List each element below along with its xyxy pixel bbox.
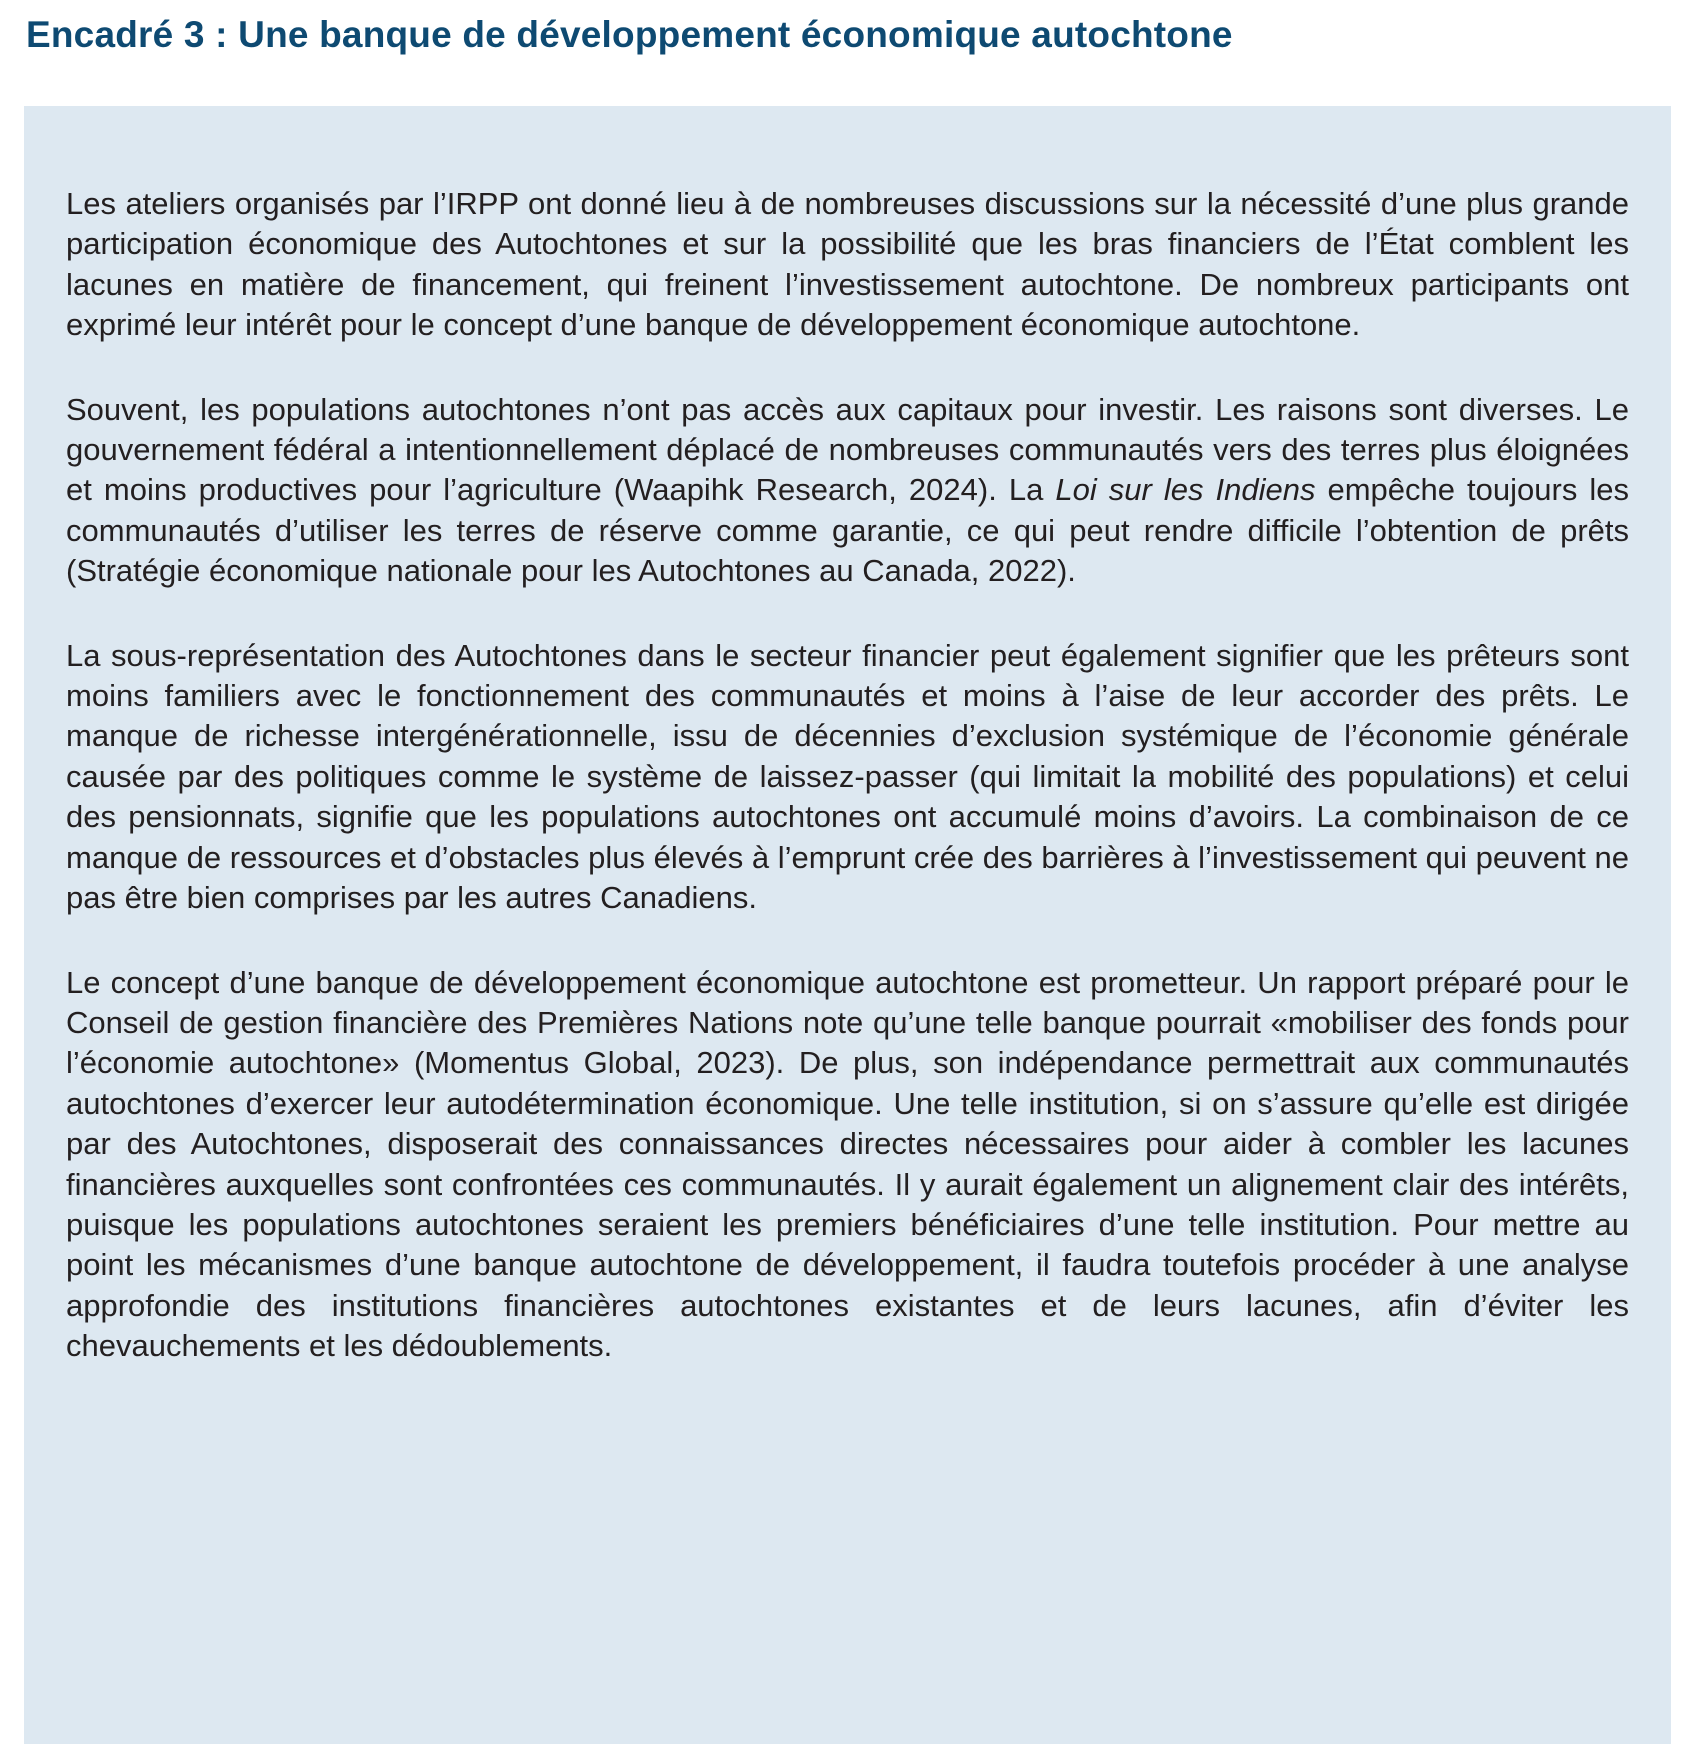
paragraph-2 [66, 390, 1629, 592]
paragraph-3: La sous-représentation des Autochtones dans le secteur financier peut également signifier que les prêteurs sont moins familiers avec le fonctionnement des communautés et moins à l’aise de leur accorder des prêts. Le manque de richesse intergénérationnelle, issu de décennies d’exclusion systémique de l’économie générale causée par des politiques comme le système de laissez-passer (qui limitait la mobilité des populations) et celui des pensionnats, signifie que les populations autochtones ont accumulé moins d’avoirs. La combinaison de ce manque de ressources et d’obstacles plus élevés à l’emprunt crée des barrières à l’investissement qui peuvent ne pas être bien comprises par les autres Canadiens. [66, 637, 1629, 916]
paragraph-2-text-start: Souvent, les populations autochtones n’ont pas accès aux capitaux pour investir. Les raisons sont diverses. Le gouvernement fédéral a intentionnellement déplacé de nombreuses communautés vers des terres plus éloignées et moins productives pour l’agriculture (Waapihk Research, 2024). La [66, 391, 1629, 508]
paragraph-1: Les ateliers organisés par l’IRPP ont donné lieu à de nombreuses discussions sur la nécessité d’une plus grande participation économique des Autochtones et sur la possibilité que les bras financiers de l’État comblent les lacunes en matière de financement, qui freinent l’investissement autochtone. De nombreux participants ont exprimé leur intérêt pour le concept d’une banque de développement économique autochtone. [66, 186, 1629, 343]
paragraph-2-text-end: empêche toujours les communautés d’utiliser les terres de réserve comme garantie, ce qui peut rendre difficile l’obtention de prêts (Stratégie économique nationale pour les Autochtones au Canada, 2022). [66, 472, 1629, 589]
law-title-italic: Loi sur les Indiens [1055, 472, 1316, 508]
paragraph-4: Le concept d’une banque de développement économique autochtone est prometteur. Un rapport préparé pour le Conseil de gestion financière des Premières Nations note qu’une telle banque pourrait «mobiliser des fonds pour l’économie autochtone» (Momentus Global, 2023). De plus, son indépendance permettrait aux communautés autochtones d’exercer leur autodétermination économique. Une telle institution, si on s’assure qu’elle est dirigée par des Autochtones, disposerait des connaissances directes nécessaires pour aider à combler les lacunes financières auxquelles sont confrontées ces communautés. Il y aurait également un alignement clair des intérêts, puisque les populations autochtones seraient les premiers bénéficiaires d’une telle institution. Pour mettre au point les mécanismes d’une banque autochtone de développement, il faudra toutefois procéder à une analyse approfondie des institutions financières autochtones existantes et de leurs lacunes, afin d’éviter les chevauchements et les dédoublements. [66, 964, 1629, 1364]
page-title: Encadré 3 : Une banque de développement économique autochtone [26, 14, 1233, 55]
sidebar-box [24, 106, 1671, 1744]
